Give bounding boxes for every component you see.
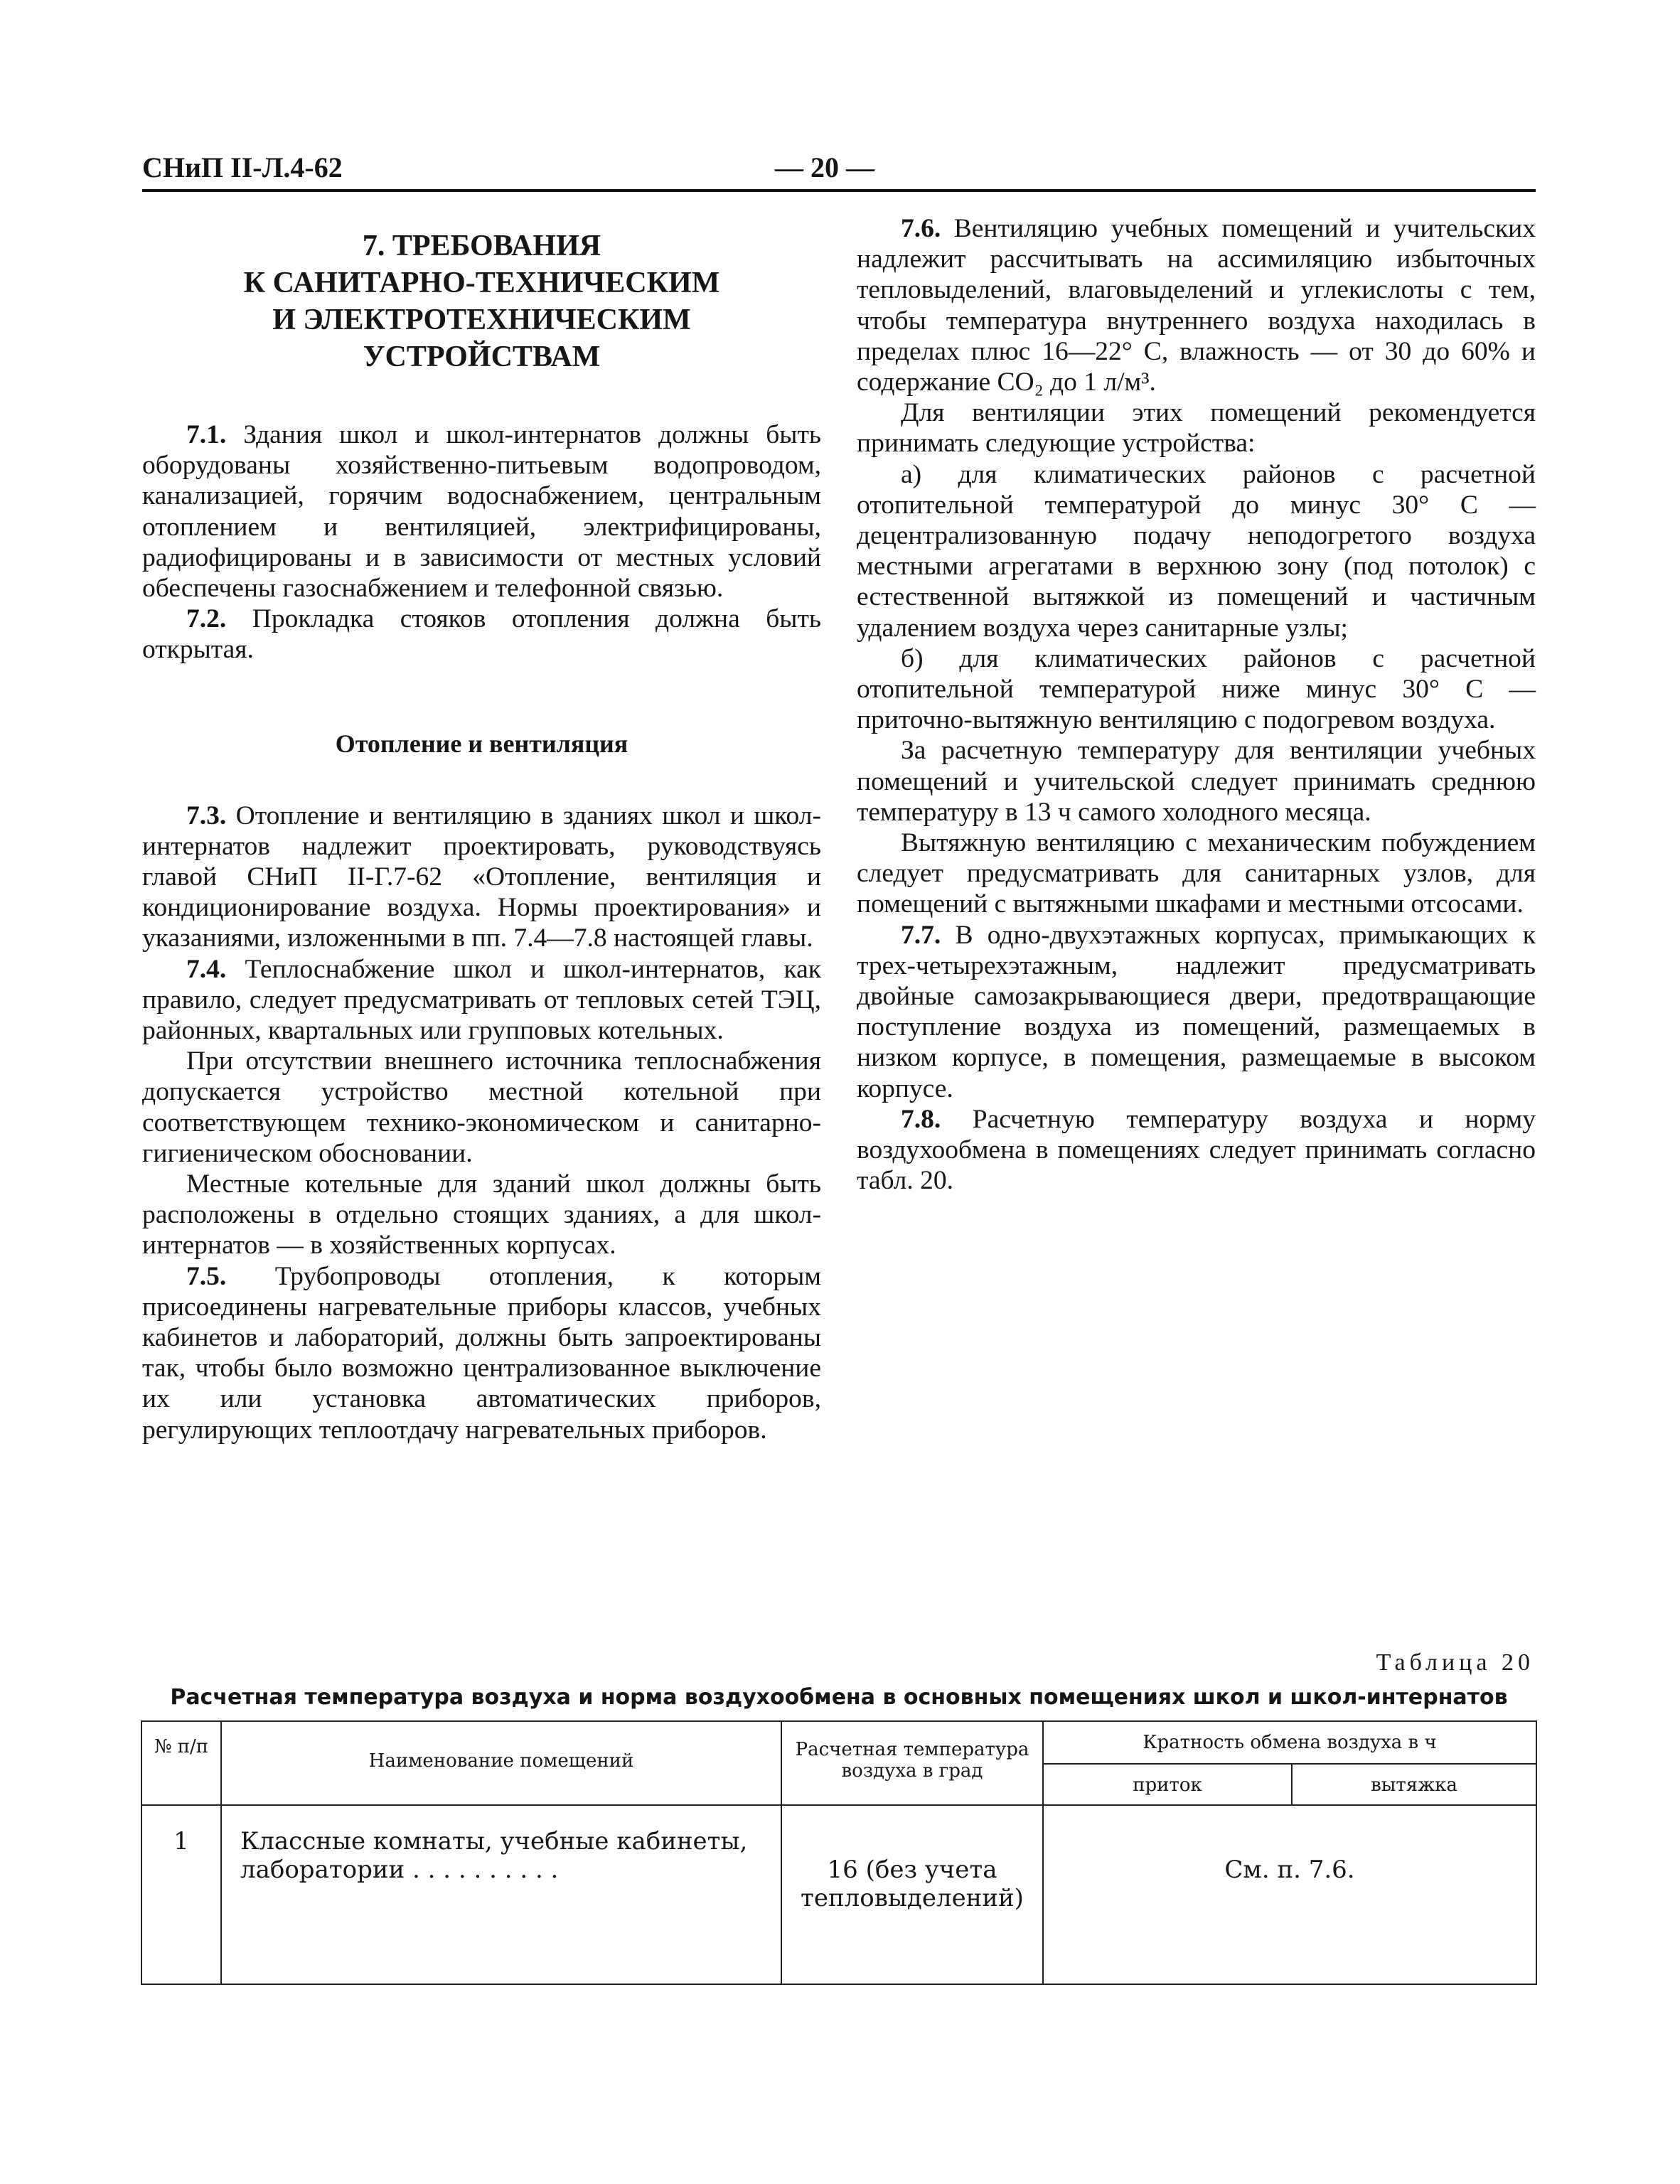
header-exhaust: вытяжка (1371, 1774, 1457, 1796)
header-name: Наименование помещений (368, 1750, 634, 1772)
paragraph-7-4: 7.4. Теплоснабжение школ и школ-интернатов, как правило, следует предусматривать от тепловых сетей ТЭЦ, районных, квартальных или групповых котельных. (142, 954, 821, 1046)
table-title: Расчетная температура воздуха и норма воздухообмена в основных помещениях школ и школ-интернатов (170, 1685, 1508, 1710)
paragraph-7-4-c: Местные котельные для зданий школ должны быть расположены в отдельно стоящих зданиях, а для школ-интернатов — в хозяйственных корпусах. (142, 1169, 821, 1260)
paragraph-7-6-d: б) для климатических районов с расчетной отопительной температурой ниже минус 30° С — приточно-вытяжную вентиляцию с подогревом воздуха. (857, 643, 1536, 735)
row-1-exchange: См. п. 7.6. (1224, 1856, 1355, 1884)
document-code: СНиП II-Л.4-62 (142, 151, 343, 183)
header-supply: приток (1133, 1774, 1202, 1796)
table-label: Таблица 20 (1376, 1649, 1534, 1676)
paragraph-7-6-c: а) для климатических районов с расчетной отопительной температурой до минус 30° С — децентрализованную подачу неподогретого воздуха местными агрегатами в верхнюю зону (под потолок) с естественной вытяжкой из помещений и частичным удалением воздуха через санитарные узлы; (857, 459, 1536, 643)
paragraph-7-6-f: Вытяжную вентиляцию с механическим побуждением следует предусматривать для санитарных узлов, для помещений с вытяжными шкафами и местными отсосами. (857, 828, 1536, 919)
section-title: 7. ТРЕБОВАНИЯ К САНИТАРНО-ТЕХНИЧЕСКИМ И ЭЛЕКТРОТЕХНИЧЕСКИМ УСТРОЙСТВАМ (243, 230, 720, 373)
data-table (141, 1720, 1536, 1985)
paragraph-7-2: 7.2. Прокладка стояков отопления должна быть открытая. (142, 604, 821, 665)
paragraph-7-5: 7.5. Трубопроводы отопления, к которым присоединены нагревательные приборы классов, учебных кабинетов и лабораторий, должны быть запроектированы так, чтобы было возможно централизованное выключение их или установка автоматических приборов, регулирующих теплоотдачу нагревательных приборов. (142, 1261, 821, 1445)
paragraph-7-7: 7.7. В одно-двухэтажных корпусах, примыкающих к трех-четырехэтажным, надлежит предусматривать двойные самозакрывающиеся двери, предотвращающие поступление воздуха из помещений, размещаемых в низком корпусе, в помещения, размещаемые в высоком корпусе. (857, 920, 1536, 1103)
row-1-temp: 16 (без учета тепловыделений) (801, 1856, 1024, 1912)
page-number: — 20 — (775, 151, 874, 183)
paragraph-7-4-b: При отсутствии внешнего источника теплоснабжения допускается устройство местной котельной при соответствующем технико-экономическом и санитарно-гигиеническом обосновании. (142, 1046, 821, 1168)
row-1-num: 1 (173, 1827, 189, 1856)
header-num: № п/п (154, 1736, 209, 1757)
row-1-name: Классные комнаты, учебные кабинеты, лаборатории . . . . . . . . . . (240, 1827, 748, 1884)
paragraph-7-8: 7.8. Расчетную температуру воздуха и норму воздухообмена в помещениях следует принимать согласно табл. 20. (857, 1104, 1536, 1196)
left-column (142, 213, 821, 1445)
paragraph-7-6: 7.6. Вентиляцию учебных помещений и учительских надлежит рассчитывать на ассимиляцию избыточных тепловыделений, влаговыделений и углекислоты с тем, чтобы температура внутреннего воздуха находилась в пределах плюс 16—22° С, влажность — от 30 до 60% и содержание CO₂ до 1 л/м³. (857, 214, 1536, 397)
header-rule (142, 189, 1536, 192)
page-header (142, 151, 1536, 193)
right-column (857, 213, 1536, 1197)
paragraph-7-1: 7.1. Здания школ и школ-интернатов должны быть оборудованы хозяйственно-питьевым водопроводом, канализацией, горячим водоснабжением, центральным отоплением и вентиляцией, электрифицированы, радиофицированы и в зависимости от местных условий обеспечены газоснабжением и телефонной связью. (142, 420, 821, 604)
paragraph-7-6-b: Для вентиляции этих помещений рекомендуется принимать следующие устройства: (857, 398, 1536, 459)
subsection-title: Отопление и вентиляция (335, 729, 628, 758)
header-exchange: Кратность обмена воздуха в ч (1143, 1732, 1437, 1753)
paragraph-7-3: 7.3. Отопление и вентиляцию в зданиях школ и школ-интернатов надлежит проектировать, руководствуясь главой СНиП II-Г.7-62 «Отопление, вентиляция и кондиционирование воздуха. Нормы проектирования» и указаниями, изложенными в пп. 7.4—7.8 настоящей главы. (142, 801, 821, 953)
header-temp: Расчетная температура воздуха в град (795, 1739, 1029, 1782)
paragraph-7-6-e: За расчетную температуру для вентиляции учебных помещений и учительской следует принимать среднюю температуру в 13 ч самого холодного месяца. (857, 736, 1536, 827)
